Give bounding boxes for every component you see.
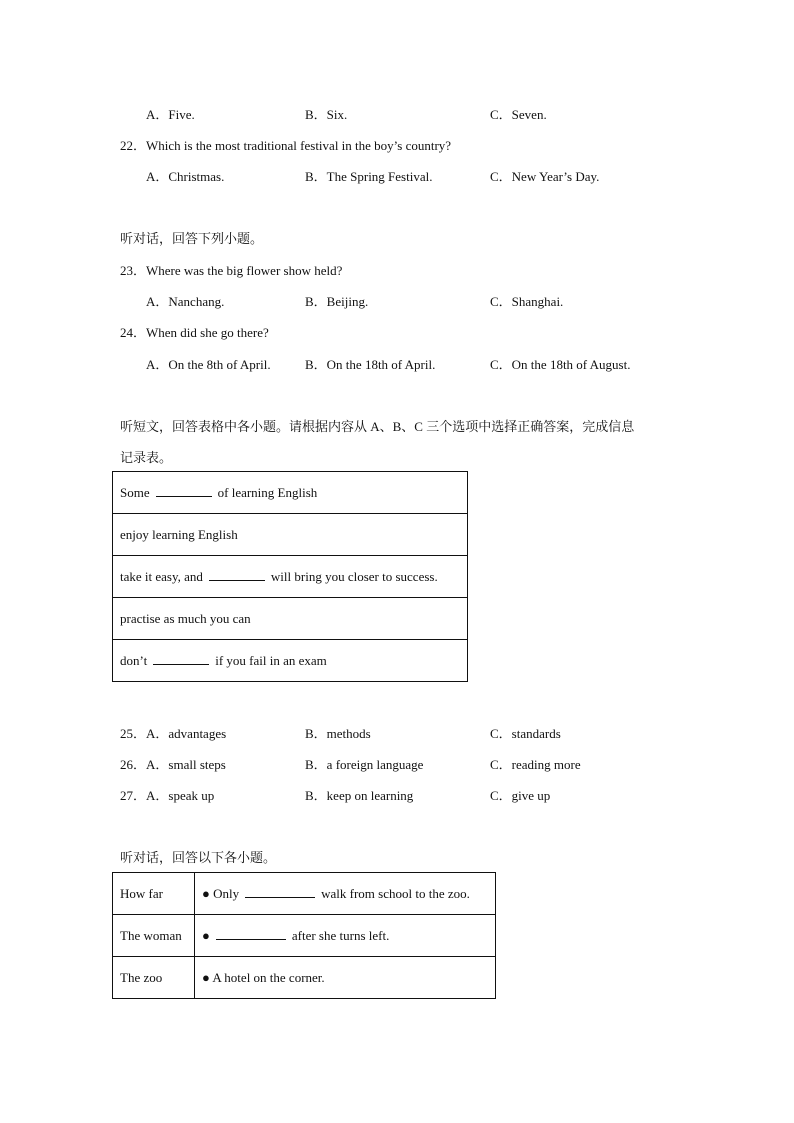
section3-instruction: 听对话，回答以下各小题。 bbox=[120, 850, 277, 865]
q27-number: 27． bbox=[120, 788, 147, 803]
section2-instruction-line1: 听短文，回答表格中各小题。请根据内容从 A、B、C 三个选项中选择正确答案，完成信息 bbox=[120, 419, 635, 434]
table-row bbox=[113, 598, 468, 640]
table-row bbox=[113, 957, 496, 999]
q22-option-c: C．New Year’s Day. bbox=[490, 169, 600, 184]
q25-number: 25． bbox=[120, 726, 147, 741]
cell-text-after: if you fail in an exam bbox=[215, 652, 327, 668]
q27-option-c: C．give up bbox=[490, 788, 551, 803]
cell-text-after: after she turns left. bbox=[291, 927, 390, 943]
row-label: The zoo bbox=[120, 969, 163, 985]
answer-blank[interactable] bbox=[156, 495, 212, 497]
cell-text-before: Some bbox=[120, 484, 150, 500]
q27-option-a: A．speak up bbox=[146, 788, 215, 803]
dialogue-info-table bbox=[112, 872, 496, 999]
q26-number-option-a bbox=[120, 754, 226, 773]
cell-text-after: walk from school to the zoo. bbox=[321, 885, 470, 901]
q26-option-a: A．small steps bbox=[146, 757, 226, 772]
section2-instruction-line2: 记录表。 bbox=[120, 450, 173, 465]
cell-text-before: take it easy, and bbox=[120, 568, 203, 584]
cell-text-before: don’t bbox=[120, 652, 148, 668]
answer-blank[interactable] bbox=[216, 938, 286, 940]
cell-text: enjoy learning English bbox=[120, 526, 238, 542]
q24-option-b: B．On the 18th of April. bbox=[305, 357, 436, 372]
table-row bbox=[113, 640, 468, 682]
q21-option-a: A．Five. bbox=[146, 107, 195, 122]
info-record-table bbox=[112, 471, 468, 682]
table-row bbox=[113, 915, 496, 957]
q27-number-option-a bbox=[120, 785, 214, 804]
table-row bbox=[113, 514, 468, 556]
table-row bbox=[113, 472, 468, 514]
cell-text-after: will bring you closer to success. bbox=[270, 568, 438, 584]
q23-option-a: A．Nanchang. bbox=[146, 294, 225, 309]
cell-text-before: ● Only bbox=[202, 885, 240, 901]
q24-option-c: C．On the 18th of August. bbox=[490, 357, 631, 372]
cell-text-after: of learning English bbox=[217, 484, 318, 500]
table-cell bbox=[195, 915, 496, 957]
q21-option-c: C．Seven. bbox=[490, 107, 547, 122]
answer-blank[interactable] bbox=[153, 663, 209, 665]
table-cell bbox=[113, 514, 468, 556]
q25-option-c: C．standards bbox=[490, 726, 561, 741]
table-row bbox=[113, 556, 468, 598]
q23-question: 23．Where was the big flower show held? bbox=[120, 263, 343, 278]
q22-option-b: B．The Spring Festival. bbox=[305, 169, 433, 184]
row-label: How far bbox=[120, 885, 163, 901]
q22-question: 22．Which is the most traditional festival in the boy’s country? bbox=[120, 138, 452, 153]
q24-option-a: A．On the 8th of April. bbox=[146, 357, 271, 372]
cell-text: ● A hotel on the corner. bbox=[202, 969, 325, 985]
table-row bbox=[113, 873, 496, 915]
answer-blank[interactable] bbox=[209, 579, 265, 581]
q23-option-c: C．Shanghai. bbox=[490, 294, 564, 309]
q24-question: 24．When did she go there? bbox=[120, 325, 269, 340]
q25-number-option-a bbox=[120, 723, 226, 742]
table-cell bbox=[113, 556, 468, 598]
table-cell bbox=[195, 957, 496, 999]
section1-instruction: 听对话，回答下列小题。 bbox=[120, 231, 264, 246]
q21-option-b: B．Six. bbox=[305, 107, 348, 122]
row-label: The woman bbox=[120, 927, 182, 943]
q23-option-b: B．Beijing. bbox=[305, 294, 369, 309]
cell-text: practise as much you can bbox=[120, 610, 251, 626]
q26-number: 26． bbox=[120, 757, 147, 772]
table-cell bbox=[113, 598, 468, 640]
row-label-cell bbox=[113, 873, 195, 915]
q25-option-b: B．methods bbox=[305, 726, 371, 741]
q22-option-a: A．Christmas. bbox=[146, 169, 225, 184]
table-cell bbox=[195, 873, 496, 915]
answer-blank[interactable] bbox=[245, 896, 315, 898]
q26-option-b: B．a foreign language bbox=[305, 757, 424, 772]
row-label-cell bbox=[113, 915, 195, 957]
table-cell bbox=[113, 640, 468, 682]
q25-option-a: A．advantages bbox=[146, 726, 227, 741]
table-cell bbox=[113, 472, 468, 514]
q26-option-c: C．reading more bbox=[490, 757, 581, 772]
cell-text-before: ● bbox=[202, 927, 210, 943]
row-label-cell bbox=[113, 957, 195, 999]
q27-option-b: B．keep on learning bbox=[305, 788, 414, 803]
